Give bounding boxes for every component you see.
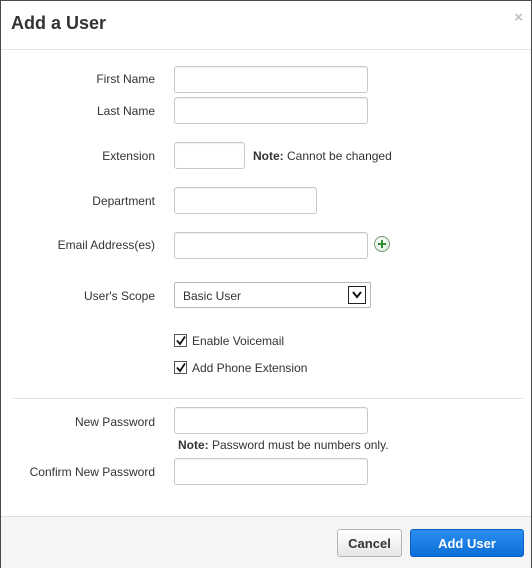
department-label: Department <box>92 194 155 208</box>
add-phone-extension-checkbox[interactable] <box>174 361 187 374</box>
password-note <box>178 438 389 452</box>
email-input[interactable] <box>174 232 368 259</box>
checkmark-icon <box>176 362 186 373</box>
last-name-label: Last Name <box>96 104 155 118</box>
new-password-label: New Password <box>74 415 155 429</box>
extension-note <box>253 149 392 163</box>
confirm-password-label: Confirm New Password <box>29 465 155 479</box>
last-name-input[interactable] <box>174 97 368 124</box>
confirm-password-input[interactable] <box>174 458 368 485</box>
checkmark-icon <box>176 335 186 346</box>
scope-select[interactable] <box>174 282 371 308</box>
password-note-text: Password must be numbers only. <box>208 438 389 452</box>
first-name-input[interactable] <box>174 66 368 93</box>
section-divider <box>13 398 523 399</box>
add-email-plus-icon[interactable] <box>374 236 390 252</box>
dialog-title: Add a User <box>11 13 107 33</box>
chevron-down-icon[interactable] <box>348 286 366 304</box>
scope-selected-value: Basic User <box>183 289 242 303</box>
add-user-button[interactable]: Add User <box>410 529 524 557</box>
dialog-footer <box>1 516 531 568</box>
add-phone-extension-label: Add Phone Extension <box>192 361 308 375</box>
extension-label: Extension <box>102 149 155 163</box>
first-name-label: First Name <box>96 72 155 86</box>
scope-label: User's Scope <box>84 289 155 303</box>
enable-voicemail-checkbox[interactable] <box>174 334 187 347</box>
extension-note-bold: Note: <box>253 149 284 163</box>
password-note-bold: Note: <box>178 438 209 452</box>
enable-voicemail-label: Enable Voicemail <box>192 334 285 348</box>
extension-note-text: Cannot be changed <box>283 149 392 163</box>
department-input[interactable] <box>174 187 317 214</box>
extension-input[interactable] <box>174 142 245 169</box>
plus-glyph <box>377 239 387 249</box>
new-password-input[interactable] <box>174 407 368 434</box>
dialog-header <box>1 1 531 50</box>
email-label: Email Address(es) <box>57 238 155 252</box>
cancel-button[interactable]: Cancel <box>337 529 402 557</box>
close-icon[interactable]: × <box>514 9 523 26</box>
